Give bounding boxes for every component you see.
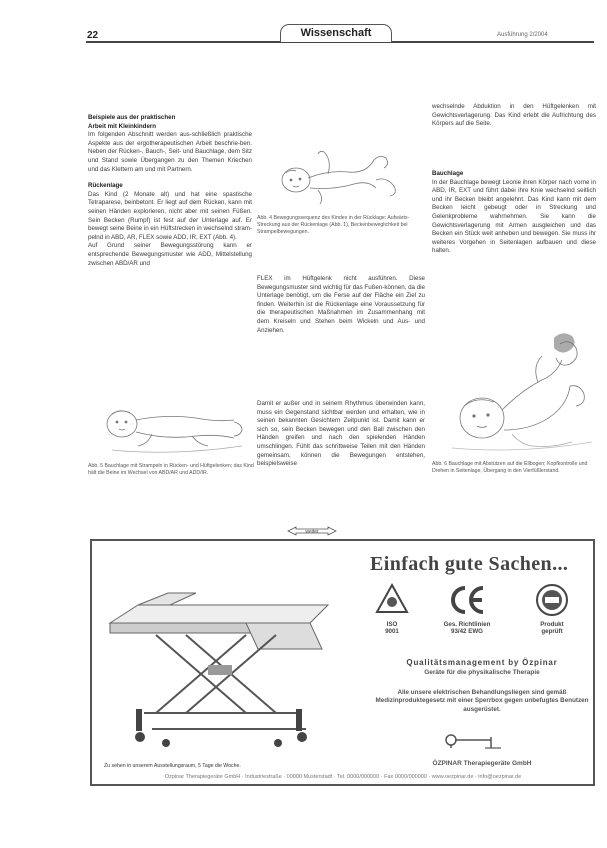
- baby-drawing-left: [92, 392, 252, 462]
- column-2-upper: [257, 275, 425, 335]
- ad-footer-contact[interactable]: Özpinar Therapiegeräte GmbH · Industriestraße · 00000 Musterstadt · Tel. 0000/000000 · Fax 0000/000000 · www.oezpinar.de · info@oezpinar.de: [164, 774, 522, 780]
- body-paragraph: wechselnde Abduktion in den Hüftgelenken mit Gewichtsverlagerung. Das Kind erlebt die Aufrichtung des Körpers auf die Seite.: [432, 103, 596, 128]
- cert-ce-line2: 93/42 EWG: [451, 628, 483, 635]
- body-paragraph-2: Auf Grund seiner Bewegungsstörung kann er entsprechende Bewegungsmuster wie ADD, Mittelstellung zwischen ABD/AR und: [88, 242, 252, 267]
- continue-arrow-icon: [284, 526, 340, 536]
- figure-caption-top: Abb. 4 Bewegungssequenz des Kindes in der Rücklage: Aufwärts-Streckung aus der Rückenlage (Abb. 1), Beckenbeweglichkeit bei Strampelbewegungen.: [257, 215, 410, 236]
- continue-label: weiter: [305, 529, 319, 535]
- ad-image-caption: Zu sehen in unserem Ausstellungsraum, 5 Tage die Woche.: [104, 763, 241, 769]
- cert-tuv-line2: geprüft: [541, 628, 563, 635]
- subheading-rueckenlage: Rückenlage: [88, 182, 123, 190]
- subheading-bauchlage: Bauchlage: [432, 170, 464, 177]
- cert-iso-line1: ISO: [386, 620, 398, 628]
- section-heading-line1: Beispiele aus der praktischen: [88, 114, 176, 121]
- body-paragraph: FLEX im Hüftgelenk nicht ausführen. Diese Bewegungsmuster sind wichtig für das Fußen-können, da die Unterlage benötigt, um die Ferse auf der Fläche ein Ziel zu finden. Weiterhin ist die Rückenlage eine Voraussetzung für die therapeutischen Maßnahmen im Zusammenhang mit dem Kreiseln und Stehen beim Wickeln und Aus- und Anziehen.: [257, 275, 425, 334]
- body-paragraph: Damit er außer und in seinem Rhythmus überwinden kann, muss ein Gegenstand sichtbar werden und erhalten, wie in seinen bekannten Gesichtern Zeitpunkt ist. Damit kann er sich so, sein Becken bewegen und den Ball zwischen den Händen greifen und nach den spielenden Händen umschlingen. Fühlt das schrittweise Teilen mit den Händen gemeinsam, können die Bewegungen entstehen, beispielsweise: [257, 400, 425, 468]
- figure-caption-left: Abb. 5 Bauchlage mit Strampeln in Rücken- und Hüftgelenken; das Kind hält die Beine im Wechsel von ABD/AR und ADD/IR.: [88, 463, 254, 477]
- ad-title: Einfach gute Sachen...: [370, 553, 569, 575]
- column-1: [88, 114, 252, 268]
- body-paragraph: Das Kind (2 Monate alt) und hat eine spastische Tetraparese, beinbetont. Er liegt auf dem Rücken, kann mit seinen Händen explorieren, nicht aber mit seinen Füßen. Sein Becken (Rumpf) ist fest auf der Unterlage auf. Er bewegt seine Beine in ein Hüftstrecken in wechselnd stram-pelnd in ABD, AR, FLEX sowie ADD, IR, EXT (Abb. 4).: [88, 190, 252, 241]
- treatment-table-illustration: [96, 553, 348, 759]
- baby-drawing-top: [258, 128, 420, 208]
- cert-ce-line1: Ges. Richtlinien: [443, 620, 491, 628]
- ce-mark-icon: [447, 582, 487, 618]
- cert-tuv-line1: Produkt: [540, 620, 564, 628]
- quality-subtitle: Geräte für die physikalische Therapie: [424, 669, 540, 676]
- company-logo-icon: [441, 732, 507, 749]
- company-name: ÖZPINAR Therapiegeräte GmbH: [432, 760, 532, 767]
- cert-tuv: [517, 582, 587, 636]
- intro-paragraph: Im folgenden Abschnitt werden aus-schließlich praktische Aspekte aus der ergotherapeutischen Arbeit beschrie-ben. Neben der Rücken-, Bauch-, Seit- und Bauchlage, dem Sitz und Stand sowie Übergangen zu den Themen Kriechen und das Klettern am und mit Partnern.: [88, 131, 252, 173]
- baby-drawing-right: [442, 330, 597, 455]
- ad-body-text: Alle unsere elektrischen Behandlungsliegen sind gemäß Medizinproduktegesetz mit einer Sperrbox gegen unbefugtes Benutzen ausgerüstet.: [375, 689, 589, 713]
- quality-title: Qualitätsmanagement by Özpinar: [406, 658, 558, 667]
- tuv-icon: [534, 582, 570, 618]
- iso-icon: [374, 582, 410, 618]
- cert-ce: [427, 582, 507, 636]
- section-title: Wissenschaft: [280, 24, 392, 42]
- section-heading-line2: Arbeit mit Kleinkindern: [88, 122, 157, 130]
- issue-label: Ausführung 2/2004: [497, 32, 548, 38]
- column-3-body: [432, 170, 596, 256]
- cert-iso-line2: 9001: [385, 628, 399, 635]
- column-2-lower: [257, 400, 425, 469]
- body-paragraph: In der Bauchlage bewegt Leonie ihren Körper nach vorne in ABD, IR, EXT und führt dabei ihre Knie wechselnd seitlich und ihr Becken bleibt angelehnt. Das Kind kann mit dem Becken leicht gebeugt oder in Streckung und Gelenkprobleme wahrnehmen. Sie kann die Gewichtsverlagerung mit Armen ausgleichen und das Becken ein Stück weit anheben und bewegen. Sie muss ihr weiteres Vorgehen in Seitenlagen aufbauen und diese halten.: [432, 178, 596, 255]
- cert-iso: [362, 582, 422, 636]
- column-3-intro: [432, 103, 596, 129]
- page-number: 22: [87, 30, 99, 41]
- figure-caption-right: Abb. 6 Bauchlage mit Abstützen auf die Ellbogen; Kopfkontrolle und Drehen in Seitenlage, Übergang in den Vierfüßlerstand.: [432, 461, 588, 475]
